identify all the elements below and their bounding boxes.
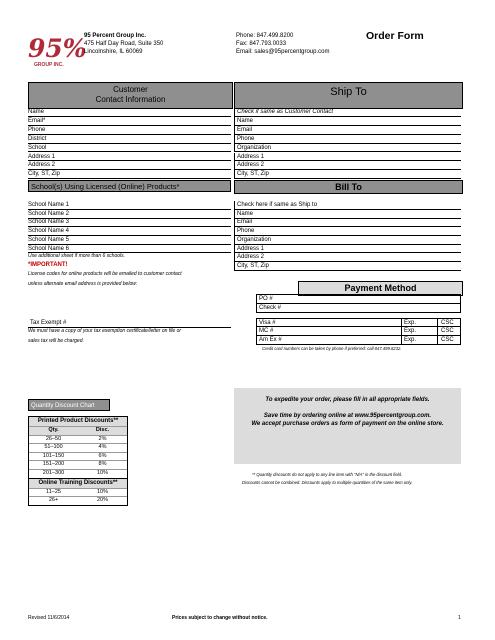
card-csc-field[interactable]: CSC — [437, 327, 463, 335]
bill-to-field-row[interactable]: Name — [234, 210, 461, 219]
ship-to-header — [234, 82, 463, 109]
discount-row — [29, 452, 127, 461]
discount-percent: 10% — [96, 488, 108, 495]
discount-percent: 2% — [98, 435, 107, 442]
promo-line-1: To expedite your order, please fill in all appropriate fields. — [265, 397, 430, 403]
discount-note-2: Discounts cannot be combined. Discounts apply to multiple quantities of the same item only. — [242, 480, 413, 485]
promo-box — [234, 388, 461, 464]
company-contact — [236, 32, 329, 56]
bill-to-field-row[interactable]: City, ST, Zip — [234, 262, 461, 271]
ship-to-field-row[interactable]: Organization — [234, 144, 461, 153]
check-number-field[interactable] — [256, 303, 461, 313]
tax-exempt-label: Tax Exempt # — [30, 320, 67, 326]
discount-row — [29, 488, 127, 497]
school-name-row[interactable]: School Name 4 — [28, 227, 231, 236]
discount-qty: 26–50 — [45, 435, 62, 442]
company-name: 95 Percent Group Inc. — [84, 33, 147, 39]
customer-field-row[interactable]: District — [28, 135, 231, 144]
discount-table — [28, 416, 128, 506]
discount-qty: 51–100 — [44, 444, 63, 451]
company-address-2: Lincolnshire, IL 60069 — [84, 49, 143, 55]
discount-chart-title-text: Quantity Discount Chart — [31, 403, 95, 409]
card-phone-note: Credit card numbers can be taken by phone if preferred: call 847.499.8232. — [262, 346, 402, 351]
bill-to-field-row[interactable]: Address 2 — [234, 253, 461, 262]
important-text-1: License codes for online products will be emailed to customer contact — [28, 271, 182, 277]
customer-field-row[interactable]: Phone — [28, 126, 231, 135]
card-type-label: Am Ex # — [259, 336, 282, 343]
discount-qty: 201–300 — [42, 469, 65, 476]
bill-to-field-row[interactable]: Phone — [234, 227, 461, 236]
logo-mark: 95% — [28, 34, 87, 63]
school-name-row[interactable]: School Name 3 — [28, 218, 231, 227]
discount-percent: 4% — [98, 444, 107, 451]
discount-qty: 151–200 — [42, 461, 65, 468]
online-discount-heading: Online Training Discounts** — [29, 478, 127, 488]
printed-discount-rows — [29, 435, 127, 478]
bill-to-field-row[interactable]: Organization — [234, 236, 461, 245]
customer-field-row[interactable]: City, ST, Zip — [28, 170, 231, 179]
printed-discount-heading: Printed Product Discounts** — [37, 418, 119, 424]
ship-to-field-row[interactable]: Check if same as Customer Contact — [234, 108, 461, 117]
card-expiry-field[interactable]: Exp. — [401, 336, 438, 344]
tax-note-1: We must have a copy of your tax exemption certificate/letter on file or — [28, 328, 182, 334]
price-notice: Prices subject to change without notice. — [172, 615, 268, 621]
discount-percent: 20% — [96, 497, 108, 504]
card-csc-field[interactable]: CSC — [437, 336, 463, 344]
discount-note-1: ** Quantity discounts do not apply to any line item with "N/A" in the discount field. — [252, 472, 403, 477]
additional-sheet-note: Use additional sheet if more than 6 schools. — [28, 253, 125, 259]
company-info — [84, 32, 163, 56]
school-name-row[interactable]: School Name 5 — [28, 236, 231, 245]
discount-column-headers — [29, 426, 127, 435]
discount-qty: 101–150 — [42, 452, 65, 459]
check-label: Check # — [259, 305, 282, 311]
discount-percent: 6% — [98, 452, 107, 459]
discount-qty: 26+ — [48, 497, 59, 504]
discount-row — [29, 443, 127, 452]
ship-to-field-row[interactable]: Address 1 — [234, 153, 461, 162]
important-text-2: unless alternate email address is provided below: — [28, 281, 138, 287]
customer-field-row[interactable]: Address 2 — [28, 161, 231, 170]
school-name-row[interactable]: School Name 6 — [28, 245, 231, 254]
card-number-field[interactable] — [256, 336, 461, 345]
customer-field-row[interactable]: School — [28, 144, 231, 153]
ship-to-field-row[interactable]: Address 2 — [234, 161, 461, 170]
licensed-products-header — [28, 180, 231, 192]
payment-method-title: Payment Method — [344, 283, 417, 293]
ship-to-title: Ship To — [330, 86, 367, 98]
ship-to-field-row[interactable]: City, ST, Zip — [234, 170, 461, 179]
discount-qty: 11–25 — [46, 488, 61, 495]
discount-percent: 8% — [98, 461, 107, 468]
qty-column-header: Qty. — [48, 427, 59, 433]
ship-to-field-row[interactable]: Email — [234, 126, 461, 135]
promo-line-2: Save time by ordering online at www.95percentgroup.com. — [263, 413, 432, 419]
bill-to-field-row[interactable]: Email — [234, 218, 461, 227]
customer-field-row[interactable]: Email* — [28, 117, 231, 126]
company-logo — [28, 34, 87, 78]
card-number-field[interactable] — [256, 327, 461, 336]
school-name-row[interactable]: School Name 2 — [28, 210, 231, 219]
customer-field-row[interactable]: Address 1 — [28, 153, 231, 162]
school-name-row[interactable]: School Name 1 — [28, 201, 231, 210]
bill-to-field-row[interactable]: Address 1 — [234, 245, 461, 254]
discount-row — [29, 435, 127, 444]
card-number-field[interactable] — [256, 318, 461, 327]
discount-percent: 10% — [96, 469, 108, 476]
card-type-label: MC # — [259, 327, 274, 334]
customer-heading-2: Contact Information — [95, 95, 166, 104]
card-type-label: Visa # — [259, 320, 276, 326]
card-csc-field[interactable]: CSC — [437, 319, 463, 327]
bill-to-title: Bill To — [335, 182, 362, 192]
customer-heading-1: Customer — [113, 85, 148, 94]
discount-row — [29, 496, 127, 505]
card-expiry-field[interactable]: Exp. — [401, 319, 438, 327]
promo-line-3: We accept purchase orders as form of payment on the online store. — [251, 421, 444, 427]
important-label: *IMPORTANT! — [28, 262, 68, 268]
logo-subtext: GROUP INC. — [34, 62, 64, 68]
po-label: PO # — [259, 296, 273, 302]
disc-column-header: Disc. — [95, 427, 110, 433]
company-email: Email: sales@95percentgroup.com — [236, 49, 330, 55]
customer-contact-header — [28, 82, 233, 109]
page-number: 1 — [458, 615, 461, 621]
discount-row — [29, 460, 127, 469]
revised-date: Revised 11/6/2014 — [28, 615, 70, 621]
ship-to-field-row[interactable]: Name — [234, 117, 461, 126]
tax-exempt-field[interactable] — [28, 319, 231, 328]
bill-to-header — [234, 180, 463, 194]
tax-note-2: sales tax will be charged. — [28, 338, 84, 344]
company-phone: Phone: 847.499.8200 — [236, 33, 294, 39]
card-expiry-field[interactable]: Exp. — [401, 327, 438, 335]
licensed-heading: School(s) Using Licensed (Online) Products* — [31, 182, 180, 191]
company-address-1: 475 Half Day Road, Suite 350 — [84, 41, 164, 47]
company-fax: Fax: 847.793.0033 — [236, 41, 287, 47]
online-discount-rows — [29, 488, 127, 505]
ship-to-field-row[interactable]: Phone — [234, 135, 461, 144]
bill-to-field-row[interactable]: Check here if same as Ship to — [234, 201, 461, 210]
discount-row — [29, 469, 127, 478]
customer-field-row[interactable]: Name — [28, 108, 231, 117]
form-title: Order Form — [366, 30, 424, 42]
discount-chart-title — [28, 399, 110, 411]
